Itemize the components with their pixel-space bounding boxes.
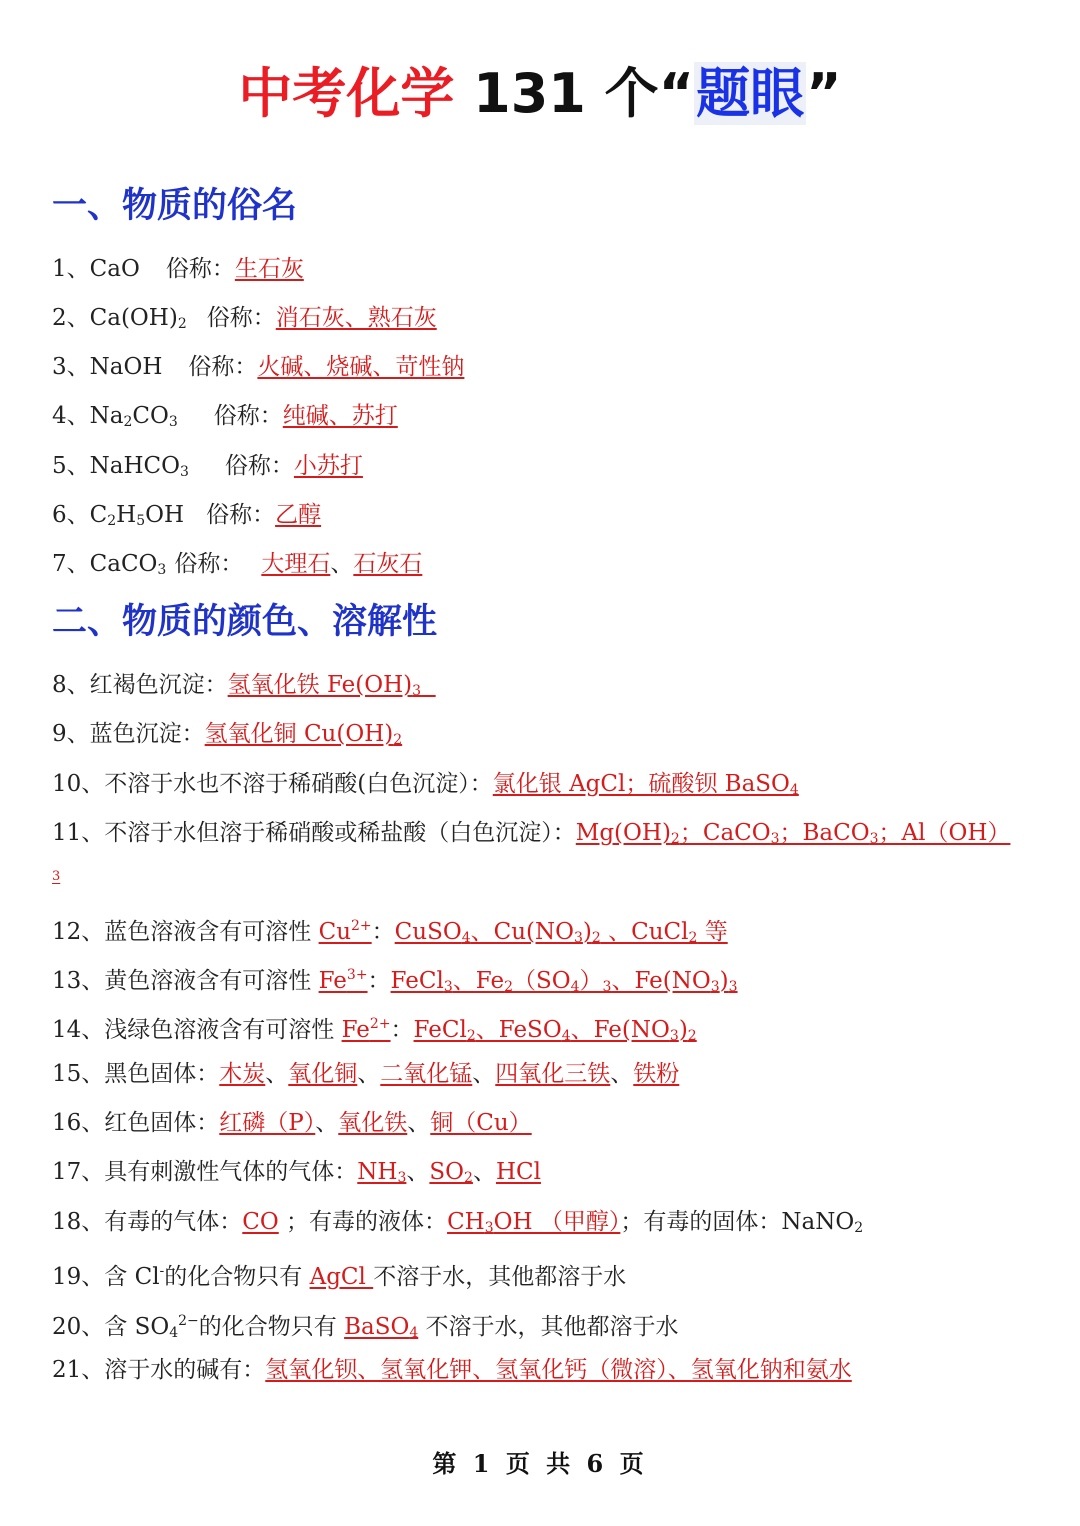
item-number: 4、 — [52, 403, 90, 429]
answer: $CH_3OH$ （甲醇） — [447, 1209, 621, 1236]
title-highlight: 题眼 — [696, 62, 805, 125]
list-item-18 — [52, 1206, 863, 1244]
subscript: 2 — [107, 513, 117, 529]
subscript: 2 — [177, 316, 187, 332]
answer: 小苏打 — [293, 453, 363, 479]
answer: 二氧化锰 — [380, 1061, 473, 1087]
ion: $Fe^{2+}$ — [341, 1016, 391, 1043]
section-heading-2: 二、物质的颜色、溶解性 — [52, 602, 438, 642]
title-main: 中考化学 — [238, 62, 455, 125]
item-number: 2、 — [52, 305, 90, 331]
item-number: 5、 — [52, 453, 90, 479]
formula: CaO — [89, 256, 140, 282]
item-text: 含 Cl — [104, 1264, 160, 1290]
formula: NaOH — [89, 354, 163, 380]
list-item-11-wrap — [52, 868, 60, 886]
item-number: 15、 — [52, 1061, 105, 1087]
label: 俗称： — [213, 403, 283, 429]
item-text: 浅绿色溶液含有可溶性 — [104, 1017, 342, 1043]
page-title — [0, 62, 1080, 126]
list-item-13 — [52, 959, 738, 1003]
answer: 大理石 — [261, 551, 331, 577]
item-number: 9、 — [52, 721, 90, 747]
answer: 铜（Cu） — [430, 1110, 532, 1136]
answer: FeCl$_2$、FeSO$_4$、$Fe(NO_3)_2$ — [413, 1017, 697, 1044]
formula: C — [89, 502, 108, 528]
page-footer: 第 1 页 共 6 页 — [432, 1449, 648, 1478]
list-item-17: 17、具有刺激性气体的气体：$NH_3$、$SO_2$、HCl — [52, 1159, 541, 1186]
item-number: 1、 — [52, 256, 90, 282]
label: 俗称： — [165, 256, 235, 282]
item-number: 14、 — [52, 1017, 105, 1043]
title-count: 131 个“ — [454, 62, 695, 125]
answer: $Mg(OH)_2$；CaCO$_3$；BaCO$_3$；Al（OH） — [575, 820, 1011, 847]
answer: 乙醇 — [275, 502, 322, 528]
formula: OH — [145, 502, 185, 528]
list-item-10 — [52, 768, 799, 806]
answer: 木炭 — [219, 1061, 266, 1087]
formula: Ca(OH) — [89, 305, 178, 331]
answer: 氢氧化铜 $Cu(OH)_2$ — [204, 721, 403, 748]
item-text: 的化合物只有 — [198, 1314, 345, 1340]
item-text: 蓝色沉淀： — [89, 721, 205, 747]
item-number: 18、 — [52, 1209, 105, 1235]
list-item-14 — [52, 1008, 697, 1052]
item-text: 不溶于水，其他都溶于水 — [373, 1264, 627, 1290]
section-heading-1: 一、物质的俗名 — [52, 186, 298, 226]
list-item-8 — [52, 669, 436, 707]
list-item-19 — [52, 1255, 626, 1293]
subscript: 3 — [180, 464, 189, 480]
label: 俗称： — [188, 354, 258, 380]
item-number: 16、 — [52, 1110, 105, 1136]
list-item-15: 15、黑色固体：木炭、氧化铜、二氧化锰、四氧化三铁、铁粉 — [52, 1061, 680, 1087]
answer: 石灰石 — [353, 551, 423, 577]
answer: 四氧化三铁 — [495, 1061, 611, 1087]
item-number: 10、 — [52, 771, 105, 797]
list-item-11 — [52, 817, 1010, 855]
item-text: 黄色溶液含有可溶性 — [104, 968, 319, 994]
formula: NaHCO — [89, 453, 180, 479]
separator: 、 — [330, 551, 354, 577]
subscript: 3 — [52, 869, 61, 884]
subscript: 4 — [169, 1325, 179, 1341]
item-text: 不溶于水，其他都溶于水 — [418, 1314, 679, 1340]
list-item-21 — [52, 1354, 852, 1386]
superscript: 2− — [178, 1313, 199, 1329]
list-item-3 — [52, 351, 464, 383]
item-number: 19、 — [52, 1264, 105, 1290]
answer: 铁粉 — [633, 1061, 680, 1087]
separator: ： — [390, 1017, 414, 1043]
list-item-16: 16、红色固体：红磷（P）、氧化铁、铜（Cu） — [52, 1110, 532, 1136]
separator: ： — [371, 919, 395, 945]
item-text: 的化合物只有 — [164, 1264, 310, 1290]
label: 俗称： — [174, 551, 244, 577]
item-text: 不溶于水也不溶于稀硝酸(白色沉淀）： — [104, 771, 493, 797]
answer: HCl — [495, 1159, 541, 1185]
item-number: 6、 — [52, 502, 90, 528]
list-item-1 — [52, 253, 304, 285]
item-number: 11、 — [52, 820, 105, 846]
answer: 氧化铁 — [338, 1110, 408, 1136]
item-number: 7、 — [52, 551, 90, 577]
item-text: 红褐色沉淀： — [89, 672, 228, 698]
answer: 火碱、烧碱、苛性钠 — [257, 354, 465, 380]
title-close-quote: ” — [806, 62, 842, 125]
item-text: 蓝色溶液含有可溶性 — [104, 919, 319, 945]
list-item-6 — [52, 499, 321, 537]
ion: $Cu^{2+}$ — [318, 918, 372, 945]
item-number: 21、 — [52, 1357, 105, 1383]
superscript: - — [159, 1263, 165, 1279]
answer: CO — [242, 1209, 279, 1235]
answer: $NH_3$ — [357, 1159, 407, 1186]
list-item-5 — [52, 450, 363, 488]
item-text: 红色固体： — [104, 1110, 220, 1136]
item-text: 有毒的气体： — [104, 1209, 243, 1235]
formula: Na — [89, 403, 124, 429]
label: 俗称： — [206, 502, 276, 528]
item-text: 溶于水的碱有： — [104, 1357, 266, 1383]
list-item-20 — [52, 1305, 679, 1349]
item-number: 17、 — [52, 1159, 105, 1185]
list-item-9 — [52, 718, 402, 756]
item-text: ；有毒的固体：NaNO$_2$ — [620, 1209, 864, 1236]
answer: 氧化铜 — [288, 1061, 358, 1087]
answer: 红磷（P） — [219, 1110, 316, 1136]
item-text: 具有刺激性气体的气体： — [104, 1159, 358, 1185]
formula: H — [116, 502, 137, 528]
item-number: 12、 — [52, 919, 105, 945]
formula: CaCO — [89, 551, 158, 577]
subscript: 2 — [123, 414, 133, 430]
item-text: 含 SO — [104, 1314, 170, 1340]
ion: $Fe^{3+}$ — [318, 967, 368, 994]
subscript: 3 — [168, 414, 178, 430]
answer: 氢氧化铁 $Fe(OH)_3$ — [227, 672, 422, 699]
answer: BaSO$_4$ — [344, 1314, 419, 1341]
list-item-12 — [52, 910, 728, 954]
formula: CO — [132, 403, 169, 429]
item-text: 黑色固体： — [104, 1061, 220, 1087]
answer: AgCl — [309, 1264, 374, 1290]
answer: 消石灰、熟石灰 — [275, 305, 437, 331]
item-number: 8、 — [52, 672, 90, 698]
subscript: 3 — [157, 562, 167, 578]
item-number: 20、 — [52, 1314, 105, 1340]
answer: 生石灰 — [234, 256, 304, 282]
label: 俗称： — [206, 305, 276, 331]
answer: 氯化银 AgCl；硫酸钡 BaSO$_4$ — [492, 771, 799, 798]
item-number: 3、 — [52, 354, 90, 380]
answer: $SO_2$ — [429, 1159, 473, 1186]
separator: ： — [367, 968, 391, 994]
subscript: 5 — [136, 513, 146, 529]
item-text: ；有毒的液体： — [278, 1209, 448, 1235]
list-item-2 — [52, 302, 437, 340]
label: 俗称： — [224, 453, 294, 479]
answer: FeCl$_3$、$Fe_2(SO_4)_3$、$Fe(NO_3)_3$ — [390, 968, 738, 995]
list-item-4 — [52, 400, 398, 438]
item-number: 13、 — [52, 968, 105, 994]
list-item-7 — [52, 548, 422, 586]
item-text: 不溶于水但溶于稀硝酸或稀盐酸（白色沉淀）： — [104, 820, 576, 846]
answer: CuSO$_4$、$Cu(NO_3)_2$ 、CuCl$_2$ 等 — [394, 919, 728, 946]
answer: 氢氧化钡、氢氧化钾、氢氧化钙（微溶）、氢氧化钠和氨水 — [265, 1357, 852, 1383]
answer: 纯碱、苏打 — [282, 403, 398, 429]
